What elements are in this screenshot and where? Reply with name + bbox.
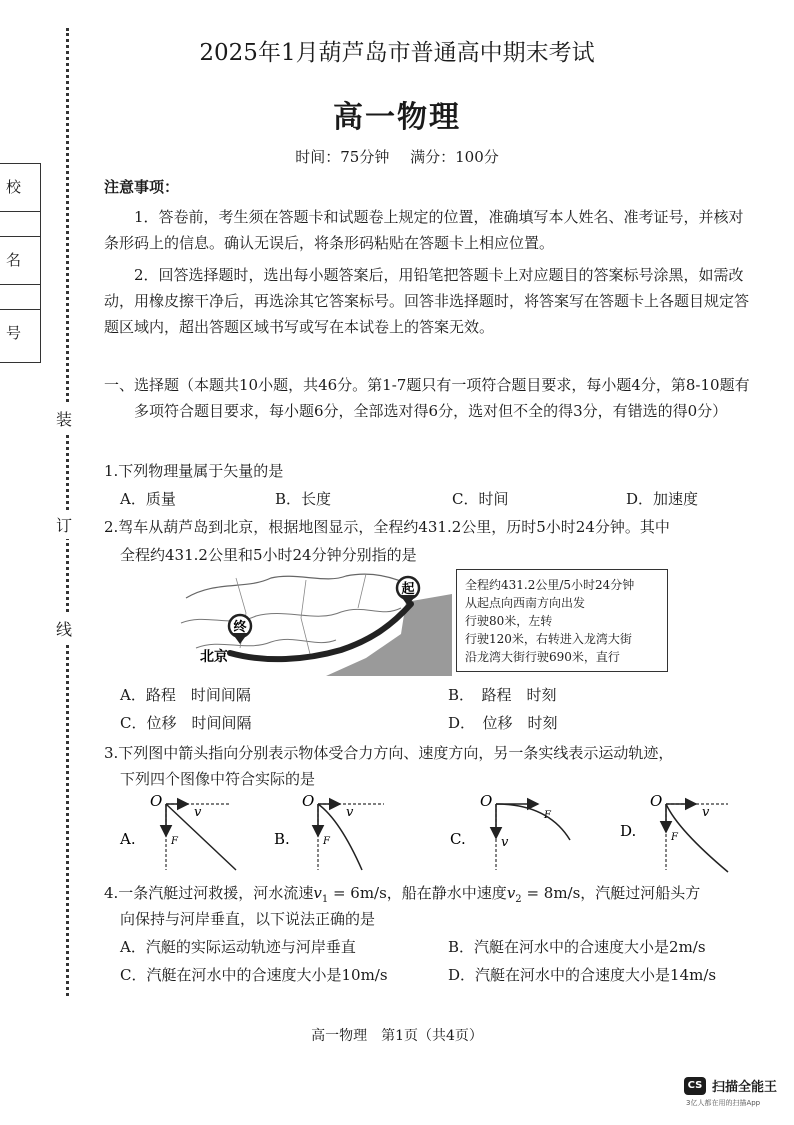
diagram-b-origin: O — [302, 792, 315, 810]
binding-char-xian: 线 — [56, 614, 72, 643]
q2-option-b: B． 路程 时刻 — [448, 686, 557, 704]
diagram-b-label: B. — [274, 830, 290, 848]
diagram-c-v: v — [501, 835, 509, 850]
binding-char-ding: 订 — [56, 510, 72, 539]
diagram-c-f: F — [544, 810, 551, 821]
diagram-b-f: F — [323, 836, 330, 847]
q4-v2-symbol: v — [506, 884, 516, 902]
q4-v1-symbol: v — [313, 884, 322, 902]
diagram-a-label: A. — [120, 830, 136, 848]
q4-v2-value: = 8m/s，汽艇过河船头方 — [521, 884, 701, 902]
diagram-a-v: v — [194, 805, 202, 820]
exam-score: 满分：100分 — [410, 148, 499, 166]
exam-time: 时间：75分钟 — [295, 148, 390, 166]
q3-diagram-c — [448, 790, 578, 876]
q4-option-a: A．汽艇的实际运动轨迹与河岸垂直 — [120, 938, 356, 956]
number-field-label: 号 — [6, 324, 22, 342]
q2-route-callout — [456, 569, 668, 672]
map-city-label: 北京 — [200, 649, 228, 665]
q4-option-b: B．汽艇在河水中的合速度大小是2m/s — [448, 938, 706, 956]
notice-item-2: 2．回答选择题时，选出每小题答案后，用铅笔把答题卡上对应题目的答案标号涂黑，如需改动，用橡皮擦干净后，再选涂其它答案标号。回答非选择题时，将答案写在答题卡上各题目规定答题区域内，超出答题区域书写或写在本试卷上的答案无效。 — [104, 266, 750, 336]
callout-line-2: 从起点向西南方向出发 — [465, 596, 586, 610]
map-start-label: 起 — [401, 582, 415, 597]
student-info-box — [0, 163, 41, 363]
q3-diagram-d — [618, 790, 748, 876]
q2-stem-line2: 全程约431.2公里和5小时24分钟分别指的是 — [120, 546, 417, 564]
q2-route-map — [176, 568, 452, 676]
q3-diagram-b — [272, 790, 402, 876]
q4-option-c: C．汽艇在河水中的合速度大小是10m/s — [120, 966, 388, 984]
blank-cell — [0, 285, 40, 310]
q4-v1-value: = 6m/s，船在静水中速度 — [328, 884, 507, 902]
diagram-d-f: F — [671, 832, 678, 843]
school-field-label: 校 — [0, 164, 40, 212]
diagram-c-origin: O — [480, 792, 493, 810]
q2-option-d: D． 位移 时刻 — [448, 714, 558, 732]
q4-v1-sub: 1 — [321, 894, 329, 905]
binding-char-zhuang: 装 — [56, 404, 72, 433]
q1-stem: 1.下列物理量属于矢量的是 — [104, 462, 284, 480]
scanner-logo-icon: CS — [684, 1077, 706, 1095]
q1-option-b: B．长度 — [275, 490, 332, 508]
callout-line-4: 行驶120米，右转进入龙湾大街 — [465, 632, 632, 646]
exam-subject: 高一物理 — [333, 100, 461, 135]
notice-item-1: 1．答卷前，考生须在答题卡和试题卷上规定的位置，准确填写本人姓名、准考证号，并核对条形码上的信息。确认无误后，将条形码粘贴在答题卡上相应位置。 — [104, 208, 744, 252]
diagram-d-label: D. — [620, 822, 637, 840]
scanner-name: 扫描全能王 — [712, 1080, 778, 1095]
q4-stem-line2: 向保持与河岸垂直，以下说法正确的是 — [120, 910, 376, 928]
name-field-label: 名 — [0, 237, 40, 285]
q3-stem-line1: 3.下列图中箭头指向分别表示物体受合力方向、速度方向，另一条实线表示运动轨迹， — [104, 744, 674, 762]
scanner-tagline: 3亿人都在用的扫描App — [686, 1099, 761, 1107]
q2-option-a: A．路程 时间间隔 — [120, 686, 251, 704]
q4-stem-a: 4.一条汽艇过河救援，河水流速 — [104, 884, 314, 902]
diagram-c-label: C. — [450, 830, 466, 848]
diagram-d-origin: O — [650, 792, 663, 810]
q1-option-a: A．质量 — [120, 490, 176, 508]
diagram-b-v: v — [346, 805, 354, 820]
diagram-a-origin: O — [150, 792, 163, 810]
exam-title: 2025年1月葫芦岛市普通高中期末考试 — [199, 40, 595, 66]
q1-option-d: D．加速度 — [626, 490, 699, 508]
q4-option-d: D．汽艇在河水中的合速度大小是14m/s — [448, 966, 717, 984]
callout-line-1: 全程约431.2公里/5小时24分钟 — [465, 578, 635, 592]
diagram-d-v: v — [702, 805, 710, 820]
q3-stem-line2: 下列四个图像中符合实际的是 — [120, 770, 316, 788]
callout-line-5: 沿龙湾大街行驶690米，直行 — [465, 650, 620, 664]
map-end-label: 终 — [233, 620, 247, 635]
q4-v2-sub: 2 — [515, 894, 522, 905]
page-footer: 高一物理 第1页（共4页） — [311, 1028, 483, 1044]
blank-cell — [0, 212, 40, 237]
callout-line-3: 行驶80米，左转 — [465, 614, 553, 628]
notice-heading: 注意事项： — [104, 178, 180, 196]
section-heading: 一、选择题（本题共10小题，共46分。第1-7题只有一项符合题目要求，每小题4分，第8-10题有多项符合题目要求，每小题6分，全部选对得6分，选对但不全的得3分，有错选的得0分） — [104, 376, 750, 420]
scanner-watermark — [684, 1076, 777, 1095]
exam-time-score — [0, 146, 794, 167]
q3-diagram-a — [118, 790, 248, 876]
q1-option-c: C．时间 — [452, 490, 509, 508]
q2-stem-line1: 2.驾车从葫芦岛到北京，根据地图显示，全程约431.2公里，历时5小时24分钟。其中 — [104, 518, 670, 536]
diagram-a-f: F — [171, 836, 178, 847]
q2-option-c: C．位移 时间间隔 — [120, 714, 252, 732]
